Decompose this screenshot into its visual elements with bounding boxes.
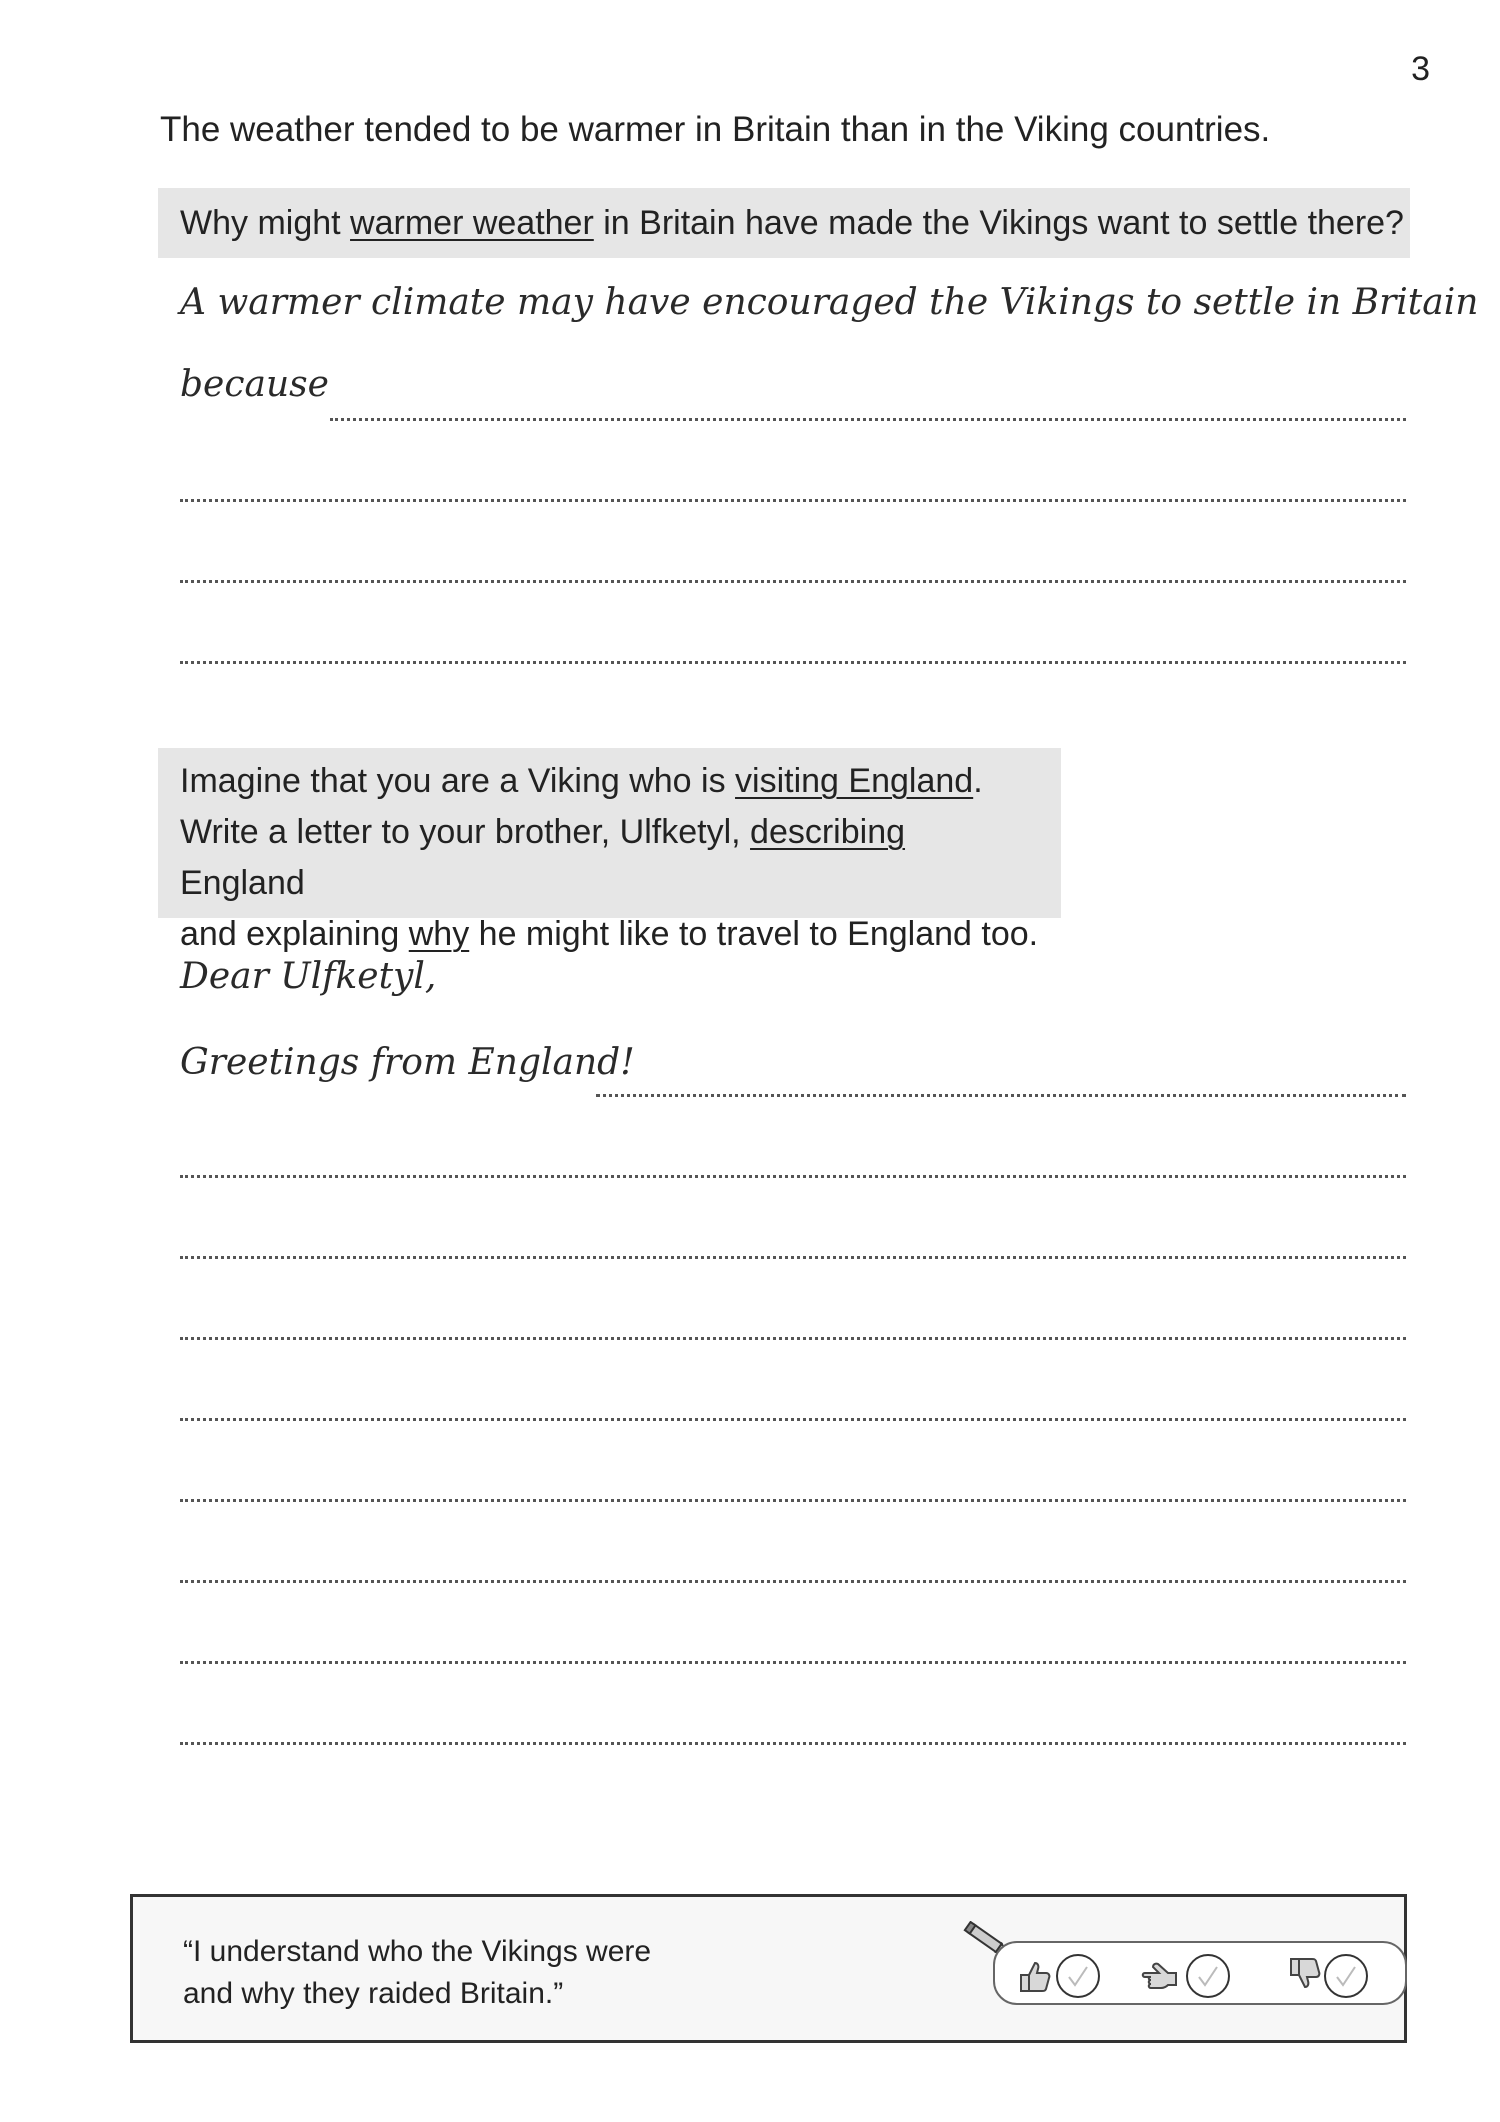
thumbs-up-icon — [1011, 1953, 1055, 1997]
answer-1-line-1: A warmer climate may have encouraged the Vikings to settle in Britain — [180, 282, 1479, 323]
question-1-underlined: warmer weather — [350, 203, 594, 242]
question-2-part: Write a letter to your brother, Ulfketyl, — [180, 813, 751, 851]
writing-line[interactable] — [180, 1661, 1406, 1664]
writing-line[interactable] — [180, 499, 1406, 502]
writing-line[interactable] — [180, 1418, 1406, 1421]
question-2-underlined: why — [408, 915, 470, 953]
letter-salutation: Dear Ulfketyl, — [180, 956, 437, 997]
question-2-part: Imagine that you are a Viking who is — [180, 762, 736, 800]
question-1-part: in Britain have made the Vikings want to settle there? — [593, 203, 1404, 242]
question-1-box — [158, 188, 1410, 258]
self-assessment-box — [130, 1894, 1407, 2043]
writing-line[interactable] — [180, 1499, 1406, 1502]
writing-line[interactable] — [180, 1337, 1406, 1340]
thumbs-down-icon — [1281, 1953, 1325, 1997]
question-2-line-2 — [180, 807, 1039, 909]
question-2-line-3 — [180, 909, 1039, 960]
rating-check-2[interactable] — [1185, 1953, 1231, 1999]
statement-line-1: “I understand who the Vikings were — [183, 1935, 652, 1968]
question-2-part: England — [180, 864, 305, 902]
question-2-part: . — [973, 762, 983, 800]
self-assessment-statement — [183, 1931, 651, 2015]
rating-check-3[interactable] — [1323, 1953, 1369, 1999]
rating-widget — [963, 1935, 1383, 2007]
writing-line[interactable] — [180, 1742, 1406, 1745]
page-number: 3 — [1411, 50, 1430, 88]
rating-check-1[interactable] — [1055, 1953, 1101, 1999]
thumbs-sideways-icon — [1141, 1953, 1185, 1997]
question-2-box — [158, 748, 1061, 953]
question-2-line-1 — [180, 756, 1039, 807]
writing-line[interactable] — [330, 418, 1406, 421]
answer-1-line-2: because — [180, 364, 329, 405]
writing-line[interactable] — [180, 580, 1406, 583]
writing-line[interactable] — [180, 1580, 1406, 1583]
question-2-underlined: describing — [750, 813, 906, 851]
writing-line[interactable] — [180, 1256, 1406, 1259]
letter-greeting: Greetings from England! — [180, 1042, 635, 1083]
question-2-underlined: visiting England — [735, 762, 974, 800]
question-2-part: he might like to travel to England too. — [469, 915, 1039, 953]
writing-line[interactable] — [180, 661, 1406, 664]
intro-text: The weather tended to be warmer in Britain than in the Viking countries. — [160, 110, 1271, 149]
question-2-part: and explaining — [180, 915, 409, 953]
statement-line-2: and why they raided Britain.” — [183, 1977, 564, 2010]
question-1-text — [180, 198, 1404, 249]
writing-line[interactable] — [596, 1094, 1406, 1097]
question-1-part: Why might — [180, 203, 351, 242]
writing-line[interactable] — [180, 1175, 1406, 1178]
rating-pill — [993, 1941, 1407, 2005]
